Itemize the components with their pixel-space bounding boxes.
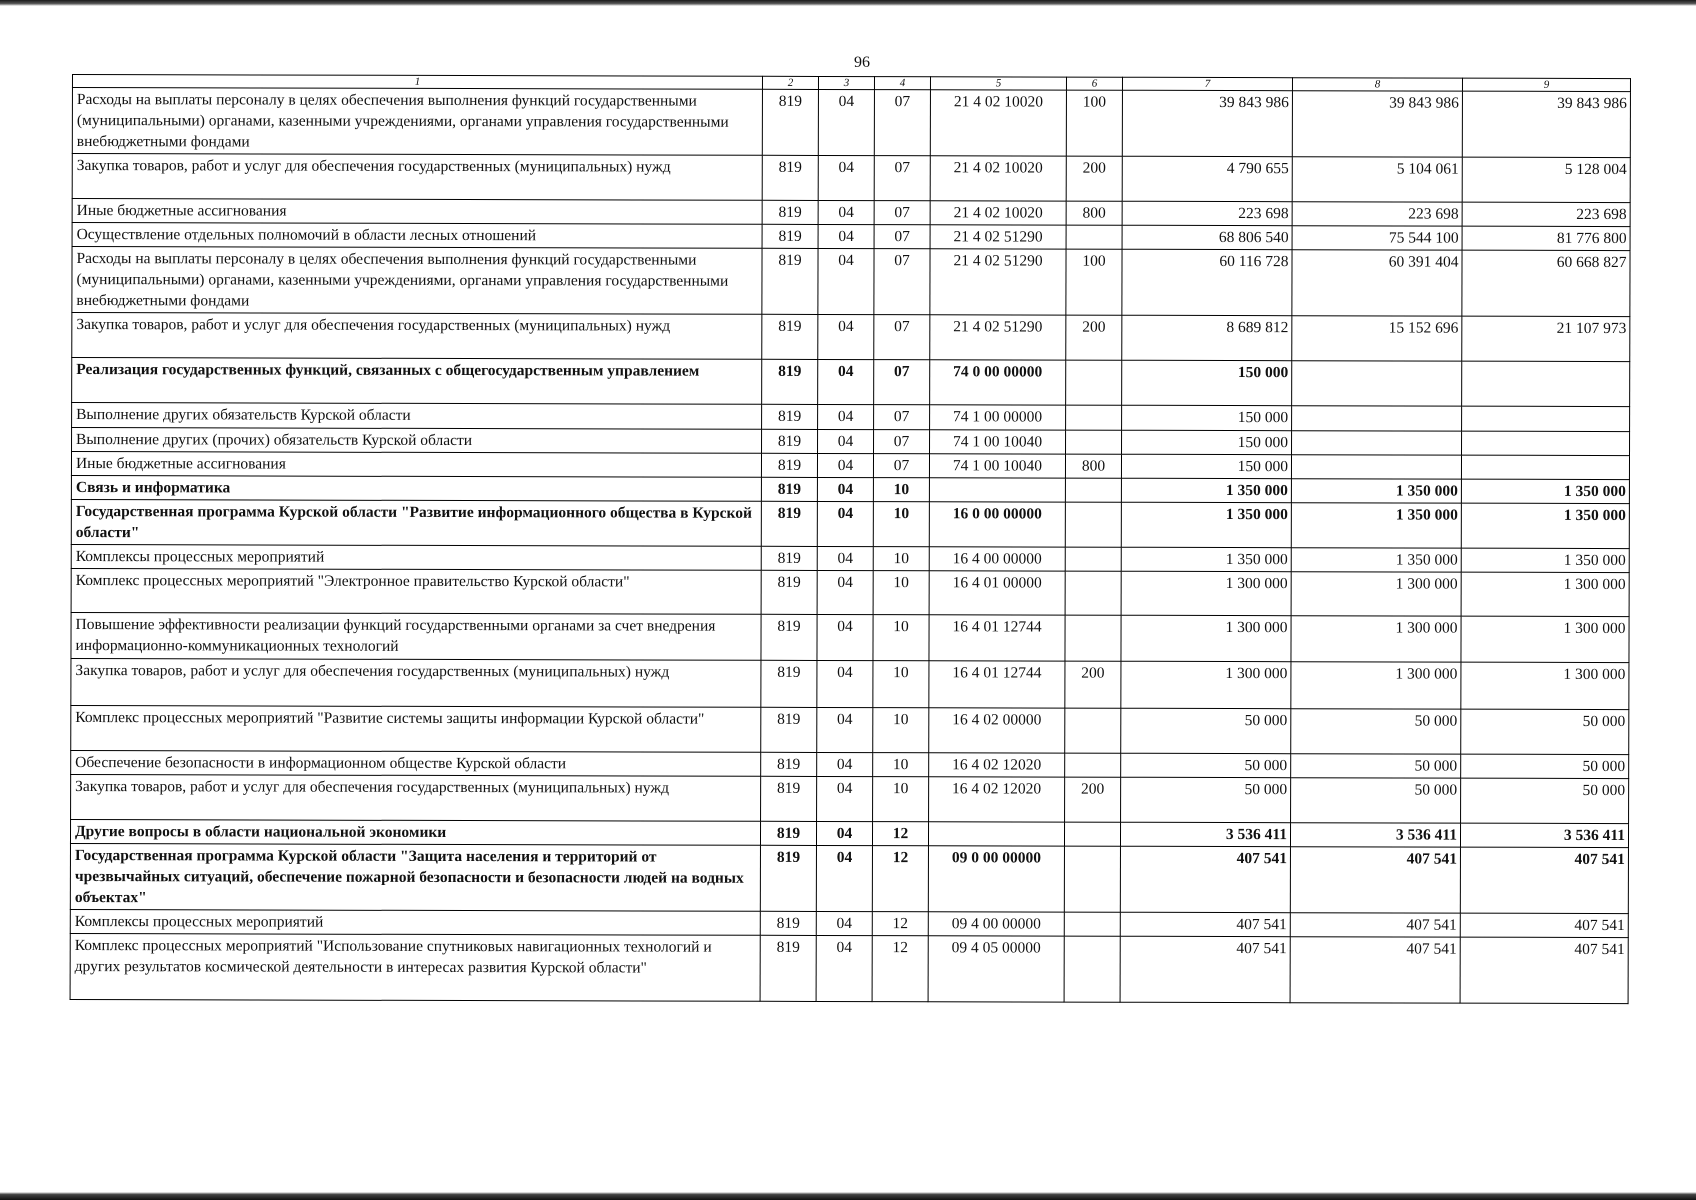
section-code-cell: 04 [817,546,873,570]
column-number: 1 [72,75,762,90]
ministry-code-cell: 819 [761,501,817,546]
expense-type-cell [1065,615,1121,661]
row-name-cell: Выполнение других (прочих) обязательств Курской области [72,428,762,454]
amount-year3-cell: 1 300 000 [1461,662,1629,709]
section-code-cell: 04 [817,453,873,477]
amount-year2-cell: 3 536 411 [1290,823,1460,847]
row-name-cell: Закупка товаров, работ и услуг для обеспечения государственных (муниципальных) нужд [72,313,762,360]
amount-year2-cell: 1 350 000 [1291,479,1461,503]
amount-year3-cell: 3 536 411 [1460,823,1628,847]
table-row [71,774,1629,823]
target-article-cell: 09 4 00 00000 [928,912,1064,936]
section-code-cell: 04 [817,501,873,546]
table-row [72,358,1630,407]
subsection-code-cell: 10 [873,708,929,753]
amount-year1-cell: 1 300 000 [1121,571,1291,615]
ministry-code-cell: 819 [760,935,816,1001]
row-name-cell: Расходы на выплаты персоналу в целях обеспечения выполнения функций государственными (муниципальными) органами, казенными учреждениями, органами управления государственными внебюджетными фондами [72,247,762,315]
amount-year2-cell: 50 000 [1291,709,1461,754]
expense-type-cell [1065,571,1121,615]
table-row [70,933,1628,1003]
target-article-cell: 21 4 02 10020 [930,201,1066,225]
section-code-cell: 04 [816,845,872,911]
section-code-cell: 04 [817,660,873,707]
section-code-cell: 04 [818,200,874,224]
expense-type-cell: 200 [1066,156,1122,201]
subsection-code-cell: 10 [873,753,929,777]
amount-year1-cell: 407 541 [1120,912,1290,936]
column-number: 9 [1462,78,1630,91]
expense-type-cell: 800 [1066,201,1122,225]
amount-year1-cell: 3 536 411 [1120,822,1290,846]
expense-type-cell [1065,502,1121,547]
row-name-cell: Комплекс процессных мероприятий "Электронное правительство Курской области" [71,568,761,614]
amount-year2-cell: 1 350 000 [1291,503,1461,548]
row-name-cell: Закупка товаров, работ и услуг для обеспечения государственных (муниципальных) нужд [71,658,761,707]
ministry-code-cell: 819 [762,224,818,248]
subsection-code-cell: 07 [874,315,930,360]
amount-year1-cell: 1 350 000 [1121,547,1291,571]
expense-type-cell [1064,822,1120,846]
amount-year2-cell: 75 544 100 [1292,226,1462,250]
amount-year2-cell: 15 152 696 [1292,316,1462,361]
amount-year3-cell: 1 300 000 [1461,616,1629,662]
amount-year2-cell: 1 300 000 [1291,572,1461,616]
row-name-cell: Закупка товаров, работ и услуг для обеспечения государственных (муниципальных) нужд [72,154,762,201]
subsection-code-cell: 12 [872,936,928,1002]
section-code-cell: 04 [817,776,873,821]
amount-year1-cell: 223 698 [1122,201,1292,225]
target-article-cell: 16 0 00 00000 [929,502,1065,547]
table-body [70,88,1630,1004]
target-article-cell: 16 4 01 12744 [929,615,1065,661]
section-code-cell: 04 [818,248,874,314]
expense-type-cell: 200 [1065,661,1121,708]
amount-year1-cell: 1 350 000 [1121,502,1291,547]
ministry-code-cell: 819 [761,752,817,776]
target-article-cell: 21 4 02 10020 [930,90,1066,156]
ministry-code-cell: 819 [761,660,817,707]
amount-year1-cell: 1 300 000 [1121,615,1291,661]
ministry-code-cell: 819 [761,570,817,614]
subsection-code-cell: 10 [873,502,929,547]
ministry-code-cell: 819 [762,404,818,429]
column-number: 7 [1122,77,1292,90]
page-number: 96 [854,54,870,71]
row-name-cell: Реализация государственных функций, связанных с общегосударственным управлением [72,358,762,405]
amount-year2-cell: 50 000 [1291,778,1461,823]
ministry-code-cell: 819 [760,845,816,911]
amount-year1-cell: 150 000 [1122,405,1292,430]
section-code-cell: 04 [818,314,874,359]
amount-year1-cell: 150 000 [1121,454,1291,478]
target-article-cell: 09 0 00 00000 [928,846,1064,912]
expense-type-cell [1064,846,1120,912]
amount-year1-cell: 150 000 [1122,430,1292,454]
expense-type-cell: 200 [1066,315,1122,360]
expense-type-cell [1064,912,1120,936]
subsection-code-cell: 07 [874,156,930,201]
expense-type-cell [1066,405,1122,430]
subsection-code-cell: 12 [872,822,928,846]
table-row [71,568,1629,616]
subsection-code-cell: 07 [874,90,930,156]
amount-year2-cell [1292,431,1462,455]
amount-year3-cell [1461,455,1629,479]
target-article-cell: 74 0 00 00000 [930,360,1066,405]
ministry-code-cell: 819 [762,89,818,155]
amount-year3-cell [1462,431,1630,455]
target-article-cell [929,478,1065,502]
target-article-cell: 09 4 05 00000 [928,936,1064,1002]
expense-type-cell [1065,753,1121,777]
column-number: 4 [874,77,930,90]
amount-year2-cell: 407 541 [1290,847,1460,913]
amount-year2-cell: 407 541 [1290,913,1460,937]
row-name-cell: Осуществление отдельных полномочий в области лесных отношений [72,223,762,249]
amount-year3-cell [1462,361,1630,406]
amount-year2-cell: 50 000 [1291,754,1461,778]
column-number: 5 [930,77,1066,90]
section-code-cell: 04 [817,614,873,660]
expense-type-cell [1066,430,1122,454]
amount-year1-cell: 39 843 986 [1122,90,1292,156]
subsection-code-cell: 07 [874,360,930,405]
budget-table-sheet [70,74,1630,1004]
subsection-code-cell: 07 [873,454,929,478]
ministry-code-cell: 819 [761,453,817,477]
target-article-cell: 16 4 02 00000 [929,708,1065,753]
target-article-cell [928,822,1064,846]
section-code-cell: 04 [816,911,872,935]
ministry-code-cell: 819 [760,821,816,845]
table-row [72,313,1630,362]
amount-year3-cell: 1 300 000 [1461,572,1629,616]
amount-year2-cell: 1 300 000 [1291,616,1461,662]
subsection-code-cell: 12 [872,846,928,912]
expense-type-cell [1064,936,1120,1002]
column-number: 2 [762,76,818,89]
amount-year1-cell: 150 000 [1122,360,1292,405]
section-code-cell: 04 [818,404,874,429]
expense-type-cell: 200 [1065,777,1121,822]
scan-edge-bottom [0,1192,1696,1200]
amount-year3-cell: 5 128 004 [1462,157,1630,202]
row-name-cell: Комплексы процессных мероприятий [71,544,761,570]
ministry-code-cell: 819 [760,911,816,935]
row-name-cell: Комплекс процессных мероприятий "Использование спутниковых навигационных технологий и других результатов космической деятельности в интересах развития Курской области" [70,933,760,1001]
scan-edge-top [0,0,1696,6]
target-article-cell: 74 1 00 00000 [930,405,1066,430]
subsection-code-cell: 10 [873,661,929,708]
row-name-cell: Иные бюджетные ассигнования [71,452,761,478]
amount-year3-cell: 60 668 827 [1462,250,1630,316]
target-article-cell: 16 4 00 00000 [929,547,1065,571]
target-article-cell: 21 4 02 51290 [930,249,1066,315]
row-name-cell: Государственная программа Курской области "Развитие информационного общества в Курской области" [71,499,761,546]
expense-type-cell [1065,708,1121,753]
amount-year2-cell: 223 698 [1292,202,1462,226]
section-code-cell: 04 [817,707,873,752]
table-row [72,88,1630,158]
amount-year3-cell: 1 350 000 [1461,548,1629,572]
section-code-cell: 04 [818,89,874,155]
amount-year3-cell: 1 350 000 [1461,479,1629,503]
table-row [71,612,1629,662]
amount-year1-cell: 1 350 000 [1121,478,1291,502]
amount-year1-cell: 407 541 [1120,846,1290,912]
amount-year1-cell: 50 000 [1121,777,1291,822]
amount-year3-cell: 21 107 973 [1462,316,1630,361]
column-number: 3 [818,76,874,89]
amount-year3-cell: 81 776 800 [1462,226,1630,250]
ministry-code-cell: 819 [761,776,817,821]
table-row [70,843,1628,913]
amount-year1-cell: 1 300 000 [1121,661,1291,708]
target-article-cell: 21 4 02 10020 [930,156,1066,201]
row-name-cell: Расходы на выплаты персоналу в целях обеспечения выполнения функций государственными (муниципальными) органами, казенными учреждениями, органами управления государственными внебюджетными фондами [72,88,762,156]
amount-year1-cell: 50 000 [1121,753,1291,777]
amount-year1-cell: 68 806 540 [1122,225,1292,249]
amount-year3-cell: 407 541 [1460,913,1628,937]
row-name-cell: Обеспечение безопасности в информационном обществе Курской области [71,750,761,776]
row-name-cell: Другие вопросы в области национальной экономики [70,819,760,845]
subsection-code-cell: 07 [874,249,930,315]
expense-type-cell [1066,225,1122,249]
ministry-code-cell: 819 [762,359,818,404]
target-article-cell: 21 4 02 51290 [930,315,1066,360]
amount-year2-cell: 1 300 000 [1291,662,1461,709]
table-row [71,499,1629,548]
amount-year3-cell: 407 541 [1460,847,1628,913]
amount-year1-cell: 8 689 812 [1122,315,1292,360]
row-name-cell: Комплексы процессных мероприятий [70,909,760,935]
amount-year3-cell: 223 698 [1462,202,1630,226]
ministry-code-cell: 819 [761,614,817,660]
subsection-code-cell: 07 [874,225,930,249]
amount-year2-cell: 39 843 986 [1292,91,1462,157]
amount-year3-cell: 39 843 986 [1462,91,1630,157]
amount-year2-cell: 1 350 000 [1291,548,1461,572]
amount-year1-cell: 60 116 728 [1122,249,1292,315]
row-name-cell: Иные бюджетные ассигнования [72,199,762,225]
target-article-cell: 16 4 01 12744 [929,661,1065,708]
subsection-code-cell: 10 [873,478,929,502]
row-name-cell: Государственная программа Курской области "Защита населения и территорий от чрезвычайных ситуаций, обеспечение пожарной безопасности и безопасности людей на водных объектах" [70,843,760,911]
section-code-cell: 04 [817,752,873,776]
expense-type-cell [1066,360,1122,405]
ministry-code-cell: 819 [761,477,817,501]
row-name-cell: Выполнение других обязательств Курской области [72,403,762,430]
row-name-cell: Закупка товаров, работ и услуг для обеспечения государственных (муниципальных) нужд [71,774,761,821]
expense-type-cell [1065,547,1121,571]
amount-year1-cell: 407 541 [1120,936,1290,1002]
ministry-code-cell: 819 [762,314,818,359]
target-article-cell: 74 1 00 10040 [930,430,1066,454]
row-name-cell: Повышение эффективности реализации функций государственными органами за счет внедрения информационно-коммуникационных технологий [71,612,761,660]
amount-year2-cell: 407 541 [1290,937,1460,1003]
column-number: 6 [1066,77,1122,90]
amount-year1-cell: 4 790 655 [1122,156,1292,201]
amount-year2-cell [1292,361,1462,406]
table-row [71,705,1629,754]
ministry-code-cell: 819 [761,707,817,752]
expense-type-cell: 800 [1065,454,1121,478]
section-code-cell: 04 [817,570,873,614]
expense-type-cell [1065,478,1121,502]
amount-year3-cell: 50 000 [1461,778,1629,823]
subsection-code-cell: 10 [873,615,929,661]
ministry-code-cell: 819 [762,200,818,224]
ministry-code-cell: 819 [762,429,818,453]
target-article-cell: 16 4 02 12020 [929,777,1065,822]
row-name-cell: Связь и информатика [71,475,761,501]
section-code-cell: 04 [818,224,874,248]
column-number: 8 [1292,78,1462,91]
section-code-cell: 04 [816,935,872,1001]
target-article-cell: 74 1 00 10040 [929,454,1065,478]
subsection-code-cell: 12 [872,912,928,936]
budget-table [70,74,1631,1004]
amount-year2-cell [1292,406,1462,431]
target-article-cell: 21 4 02 51290 [930,225,1066,249]
amount-year3-cell: 50 000 [1461,709,1629,754]
amount-year3-cell: 407 541 [1460,937,1628,1003]
section-code-cell: 04 [816,821,872,845]
subsection-code-cell: 10 [873,547,929,571]
amount-year3-cell: 50 000 [1461,754,1629,778]
table-row [72,247,1630,317]
section-code-cell: 04 [818,429,874,453]
ministry-code-cell: 819 [762,248,818,314]
section-code-cell: 04 [818,359,874,404]
expense-type-cell: 100 [1066,249,1122,315]
amount-year3-cell: 1 350 000 [1461,503,1629,548]
expense-type-cell: 100 [1066,90,1122,156]
ministry-code-cell: 819 [761,546,817,570]
amount-year1-cell: 50 000 [1121,708,1291,753]
amount-year2-cell: 60 391 404 [1292,250,1462,316]
amount-year3-cell [1462,406,1630,431]
amount-year2-cell: 5 104 061 [1292,157,1462,202]
table-row [72,154,1630,203]
section-code-cell: 04 [818,155,874,200]
amount-year2-cell [1291,455,1461,479]
table-row [71,658,1629,709]
subsection-code-cell: 07 [874,430,930,454]
subsection-code-cell: 07 [874,201,930,225]
subsection-code-cell: 10 [873,777,929,822]
subsection-code-cell: 07 [874,405,930,430]
row-name-cell: Комплекс процессных мероприятий "Развитие системы защиты информации Курской области" [71,705,761,752]
ministry-code-cell: 819 [762,155,818,200]
section-code-cell: 04 [817,477,873,501]
target-article-cell: 16 4 01 00000 [929,571,1065,615]
target-article-cell: 16 4 02 12020 [929,753,1065,777]
subsection-code-cell: 10 [873,571,929,615]
